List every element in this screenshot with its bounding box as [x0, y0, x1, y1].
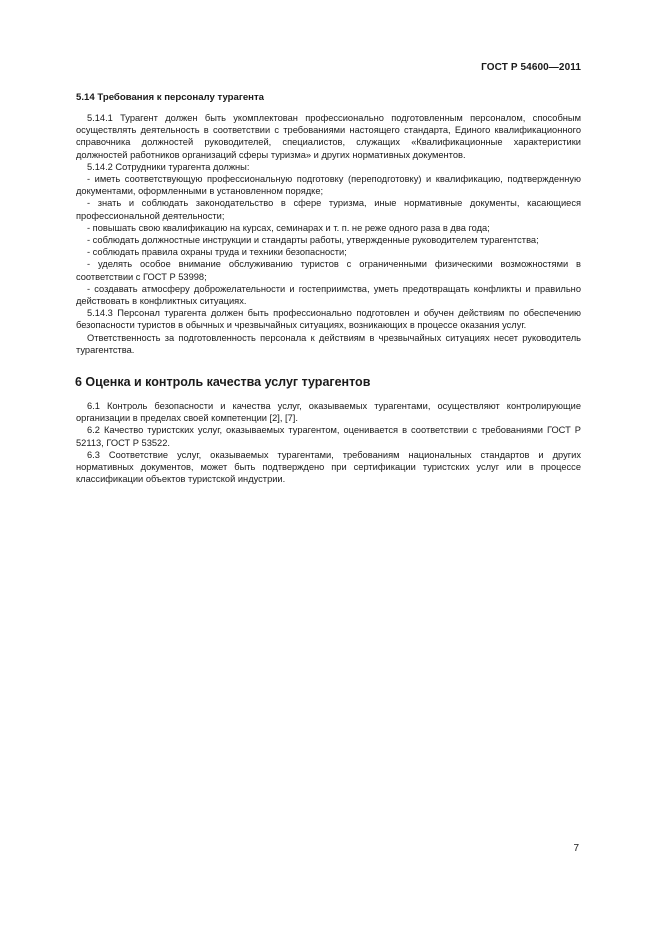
section-title-6: 6 Оценка и контроль качества услуг турагентов [75, 375, 371, 390]
list-item: - повышать свою квалификацию на курсах, семинарах и т. п. не реже одного раза в два года; [87, 222, 490, 233]
paragraph-5-14-1 [76, 112, 581, 161]
paragraph-5-14-2: 5.14.2 Сотрудники турагента должны: [87, 161, 250, 172]
list-item: - знать и соблюдать законодательство в сфере туризма, иные нормативные документы, касающиеся профессиональной деятельности; [76, 198, 581, 221]
list-item: - соблюдать должностные инструкции и стандарты работы, утвержденные руководителем турагентства; [87, 235, 539, 246]
paragraph-6-1: 6.1 Контроль безопасности и качества услуг, оказываемых турагентами, осуществляют контролирующие организации в пределах своей компетенции [2], [7]. [76, 401, 581, 424]
paragraph-5-14-1-text: 5.14.1 Турагент должен быть укомплектован профессионально подготовленным персоналом, способным осуществлять деятельность в соответствии с требованиями настоящего стандарта, Единого квалификационного справочника должностей руководителей, специалистов, служащих «Квалификационные характеристики должностей работников организаций сферы туризма» и других нормативных документов. [76, 113, 581, 160]
paragraph-6-2: 6.2 Качество туристских услуг, оказываемых турагентом, оценивается в соответствии с требованиями ГОСТ Р 52113, ГОСТ Р 53522. [76, 425, 581, 448]
list-item: - соблюдать правила охраны труда и техники безопасности; [87, 247, 347, 258]
list-item: - уделять особое внимание обслуживанию туристов с ограниченными физическими возможностями в соответствии с ГОСТ Р 53998; [76, 259, 581, 282]
page-content [76, 92, 581, 485]
page-number: 7 [573, 843, 579, 854]
list-item: - создавать атмосферу доброжелательности и гостеприимства, уметь предотвращать конфликты и правильно действовать в конфликтных ситуациях. [76, 283, 581, 307]
subsection-title-5-14: 5.14 Требования к персоналу турагента [76, 92, 265, 103]
paragraph-responsibility: Ответственность за подготовленность персонала к действиям в чрезвычайных ситуациях несет руководитель турагентства. [76, 332, 581, 355]
document-code-header: ГОСТ Р 54600—2011 [481, 62, 581, 73]
paragraph-6-3: 6.3 Соответствие услуг, оказываемых турагентами, требованиям национальных стандартов и других нормативных документов, может быть подтверждено при сертификации туристских услуг или в процессе классификации объектов туристской индустрии. [76, 449, 581, 485]
paragraph-5-14-3: 5.14.3 Персонал турагента должен быть профессионально подготовлен и обучен действиям по обеспечению безопасности туристов в обычных и чрезвычайных ситуациях, возникающих в процессе оказания услуг. [76, 308, 581, 331]
list-item: - иметь соответствующую профессиональную подготовку (переподготовку) и квалификацию, подтвержденную документами, оформленными в установленном порядке; [76, 174, 581, 197]
